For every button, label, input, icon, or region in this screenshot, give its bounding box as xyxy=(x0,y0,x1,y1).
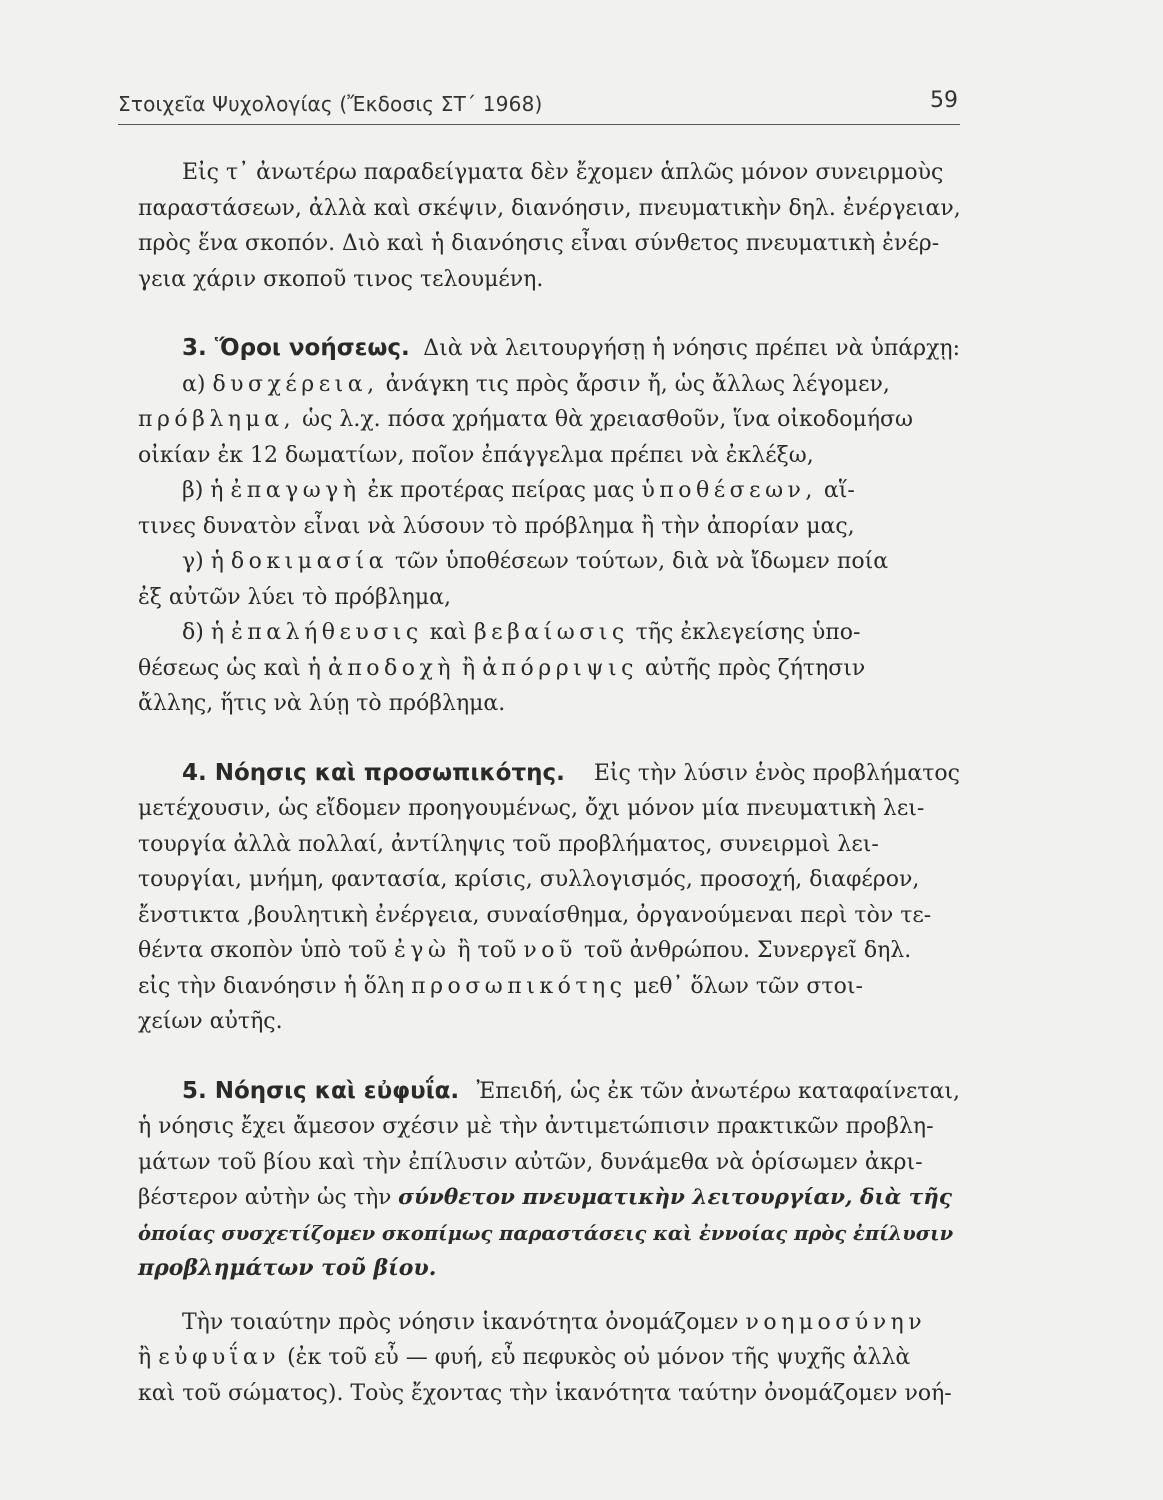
text-line: τουργίαι, μνήμη, φαντασία, κρίσις, συλλογισμός, προσοχή, διαφέρον, xyxy=(138,867,920,892)
text-line: τουργία ἀλλὰ πολλαί, ἀντίληψις τοῦ προβλήματος, συνειρμοὶ λει- xyxy=(138,831,879,857)
section-heading: 5. Νόησις καὶ εὐφυΐα. xyxy=(182,1077,460,1104)
list-item-c: γ) ἡ δοκιμασία τῶν ὑποθέσεων τούτων, διὰ νὰ ἴδωμεν ποία xyxy=(182,549,889,574)
text-line: θέσεως ὡς καὶ ἡ ἀποδοχὴ ἢ ἀπόρριψις αὐτῆς πρὸς ζήτησιν xyxy=(138,655,866,681)
text-line: προβλημάτων τοῦ βίου. xyxy=(138,1255,437,1281)
text-line: εἰς τὴν διανόησιν ἡ ὅλη προσωπικότης μεθ᾿ ὅλων τῶν στοι- xyxy=(138,973,863,999)
list-item-d: δ) ἡ ἐπαλήθευσις καὶ βεβαίωσις τῆς ἐκλεγείσης ὑπο- xyxy=(182,620,861,645)
text-line: οἰκίαν ἐκ 12 δωματίων, ποῖον ἐπάγγελμα πρέπει νὰ ἐκλέξω, xyxy=(138,442,814,468)
text-line: ἐξ αὐτῶν λύει τὸ πρόβλημα, xyxy=(138,584,451,610)
list-item-b: β) ἡ ἐπαγωγὴ ἐκ προτέρας πείρας μας ὑποθέσεων, αἵ- xyxy=(182,478,855,503)
text-line: ἢ εὐφυΐαν (ἐκ τοῦ εὖ — φυή, εὖ πεφυκὸς οὐ μόνον τῆς ψυχῆς ἀλλὰ xyxy=(138,1345,911,1370)
section-3-heading-line: 3. Ὅροι νοήσεως. Διὰ νὰ λειτουργήσῃ ἡ νόησις πρέπει νὰ ὑπάρχῃ: xyxy=(182,331,960,367)
page-body xyxy=(138,155,960,1411)
text-line: Τὴν τοιαύτην πρὸς νόησιν ἱκανότητα ὀνομάζομεν νοημοσύνην xyxy=(182,1309,927,1335)
page-number: 59 xyxy=(930,88,958,113)
text-line: τινες δυνατὸν εἶναι νὰ λύσουν τὸ πρόβλημα ἢ τὴν ἀπορίαν μας, xyxy=(138,513,855,539)
section-heading: 3. Ὅροι νοήσεως. xyxy=(182,335,410,361)
text-line: γεια χάριν σκοποῦ τινος τελουμένη. xyxy=(138,266,544,292)
text-line: πρὸς ἕνα σκοπόν. Διὸ καὶ ἡ διανόησις εἶναι σύνθετος πνευματικὴ ἐνέρ- xyxy=(138,231,940,256)
text-line: θέντα σκοπὸν ὑπὸ τοῦ ἐγὼ ἢ τοῦ νοῦ τοῦ ἀνθρώπου. Συνεργεῖ δηλ. xyxy=(138,938,912,963)
list-item-a: α) δυσχέρεια, ἀνάγκη τις πρὸς ἄρσιν ἤ, ὡς ἄλλως λέγομεν, xyxy=(182,371,890,397)
text-line: ὁποίας συσχετίζομεν σκοπίμως παραστάσεις καὶ ἐννοίας πρὸς ἐπίλυσιν xyxy=(138,1221,954,1245)
text-line: ἡ νόησις ἔχει ἄμεσον σχέσιν μὲ τὴν ἀντιμετώπισιν πρακτικῶν προβλη- xyxy=(138,1114,934,1139)
text-line: ἄλλης, ἥτις νὰ λύῃ τὸ πρόβλημα. xyxy=(138,691,506,716)
section-heading: 4. Νόησις καὶ προσωπικότης. xyxy=(182,759,565,786)
text-line: ἔνστικτα ,βουλητικὴ ἐνέργεια, συναίσθημα, ὀργανούμεναι περὶ τὸν τε- xyxy=(138,902,932,928)
section-4-heading-line: 4. Νόησις καὶ προσωπικότης. Εἰς τὴν λύσιν ἑνὸς προβλήματος xyxy=(182,756,960,792)
section-5-heading-line: 5. Νόησις καὶ εὐφυΐα. Ἐπειδή, ὡς ἐκ τῶν ἀνωτέρω καταφαίνεται, xyxy=(182,1074,960,1110)
text-line: Εἰς τ᾿ ἀνωτέρω παραδείγματα δὲν ἔχομεν ἁπλῶς μόνον συνειρμοὺς xyxy=(182,160,944,185)
text-line: μάτων τοῦ βίου καὶ τὴν ἐπίλυσιν αὐτῶν, δυνάμεθα νὰ ὁρίσωμεν ἀκρι- xyxy=(138,1149,923,1175)
running-header xyxy=(118,84,960,125)
running-title: Στοιχεῖα Ψυχολογίας (Ἔκδοσις ΣΤ΄ 1968) xyxy=(118,92,543,116)
text-line: καὶ τοῦ σώματος). Τοὺς ἔχοντας τὴν ἱκανότητα ταύτην ὀνομάζομεν νοή- xyxy=(138,1380,952,1406)
text-line: παραστάσεων, ἀλλὰ καὶ σκέψιν, διανόησιν, πνευματικὴν δηλ. ἐνέργειαν, xyxy=(138,195,961,221)
text-line: βέστερον αὐτὴν ὡς τὴν σύνθετον πνευματικὴν λειτουργίαν, διὰ τῆς xyxy=(138,1185,952,1210)
text-line: μετέχουσιν, ὡς εἴδομεν προηγουμένως, ὄχι μόνον μία πνευματικὴ λει- xyxy=(138,796,925,821)
text-line: χείων αὐτῆς. xyxy=(138,1009,283,1034)
text-line: πρόβλημα, ὡς λ.χ. πόσα χρήματα θὰ χρειασθοῦν, ἵνα οἰκοδομήσω xyxy=(138,407,913,432)
